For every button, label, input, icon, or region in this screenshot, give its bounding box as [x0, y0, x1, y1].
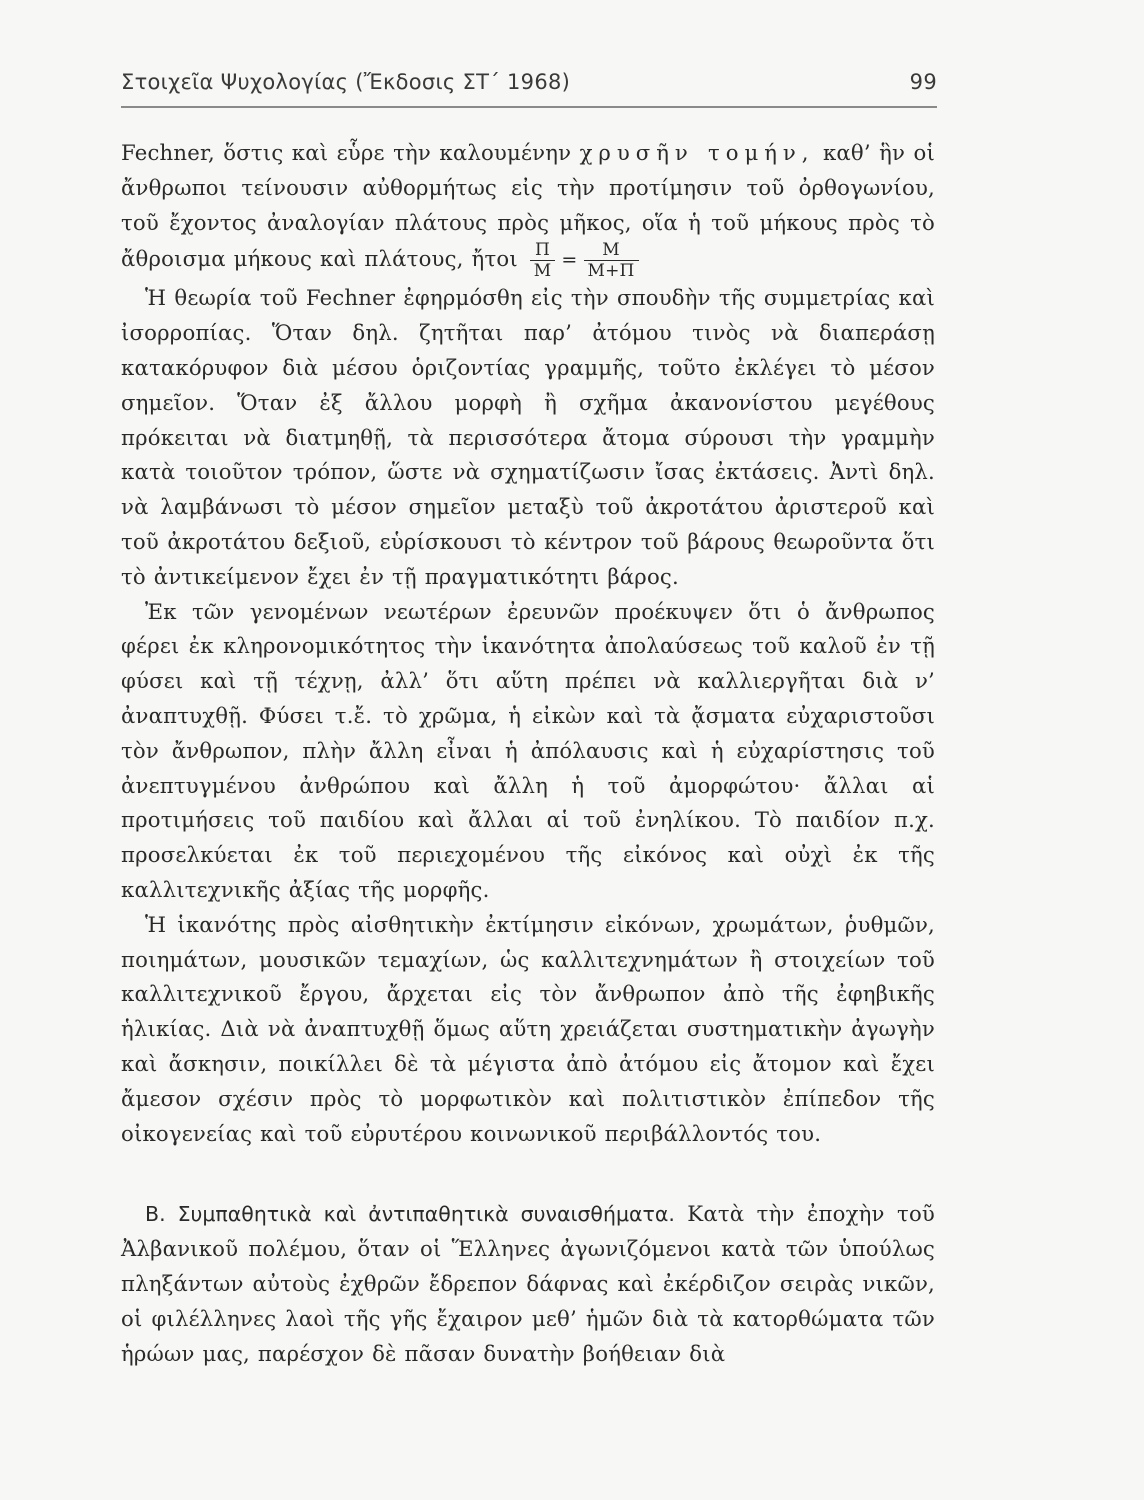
section-gap [121, 1151, 935, 1197]
paragraph-aesthetic-appreciation: Ἡ ἱκανότης πρὸς αἰσθητικὴν ἐκτίμησιν εἰκόνων, χρωμάτων, ῥυθμῶν, ποιημάτων, μουσικῶν τεμαχίων, ὡς καλλιτεχνημάτων ἢ στοιχείων τοῦ καλλιτεχνικοῦ ἔργου, ἄρχεται εἰς τὸν ἄνθρωπον ἀπὸ τῆς ἐφηβικῆς ἡλικίας. Διὰ νὰ ἀναπτυχθῇ ὅμως αὕτη χρειάζεται συστηματικὴν ἀγωγὴν καὶ ἄσκησιν, ποικίλλει δὲ τὰ μέγιστα ἀπὸ ἀτόμου εἰς ἄτομον καὶ ἔχει ἄμεσον σχέσιν πρὸς τὸ μορφωτικὸν καὶ πολιτιστικὸν ἐπίπεδον τῆς οἰκογενείας καὶ τοῦ εὐρυτέρου κοινωνικοῦ περιβάλλοντός του. [121, 911, 935, 1146]
paragraph-fechner [121, 136, 935, 281]
fraction-left [530, 240, 556, 281]
fraction-right [584, 240, 639, 281]
fraction-left-denominator: Μ [533, 261, 552, 282]
running-title: Στοιχεῖα Ψυχολογίας (Ἔκδοσις ΣΤ΄ 1968) [121, 70, 571, 94]
page-number: 99 [909, 70, 937, 94]
running-header [121, 66, 937, 106]
paragraph-aesthetic-development: Ἐκ τῶν γενομένων νεωτέρων ἐρευνῶν προέκυψεν ὅτι ὁ ἄνθρωπος φέρει ἐκ κληρονομικότητος τὴν ἱκανότητα ἀπολαύσεως τοῦ καλοῦ ἐν τῇ φύσει καὶ τῇ τέχνῃ, ἀλλ’ ὅτι αὕτη πρέπει νὰ καλλιεργῆται διὰ ν’ ἀναπτυχθῇ. Φύσει τ.ἔ. τὸ χρῶμα, ἡ εἰκὼν καὶ τὰ ᾄσματα εὐχαριστοῦσι τὸν ἄνθρωπον, πλὴν ἄλλη εἶναι ἡ ἀπόλαυσις καὶ ἡ εὐχαρίστησις τοῦ ἀνεπτυγμένου ἀνθρώπου καὶ ἄλλη ἡ τοῦ ἀμορφώτου· ἄλλαι αἱ προτιμήσεις τοῦ παιδίου καὶ ἄλλαι αἱ τοῦ ἐνηλίκου. Τὸ παιδίον π.χ. προσελκύεται ἐκ τοῦ περιεχομένου τῆς εἰκόνος καὶ οὐχὶ ἐκ τῆς καλλιτεχνικῆς ἀξίας τῆς μορφῆς. [121, 598, 935, 902]
body-text [121, 136, 935, 1371]
fraction-left-numerator: Π [530, 240, 556, 261]
fraction-right-denominator: Μ+Π [587, 261, 635, 282]
p1-text-a: Fechner, ὅστις καὶ εὗρε τὴν καλουμένην [121, 140, 572, 165]
paragraph-section-b [121, 1197, 935, 1371]
section-b-heading: Β. Συμπαθητικὰ καὶ ἀντιπαθητικὰ συναισθήματα. [145, 1202, 675, 1227]
section-b-text: Κατὰ τὴν ἐποχὴν τοῦ Ἀλβανικοῦ πολέμου, ὅταν οἱ Ἕλληνες ἀγωνιζόμενοι κατὰ τῶν ὑπούλως πληξάντων αὐτοὺς ἐχθρῶν ἔδρεπον δάφνας καὶ ἐκέρδιζον σειρὰς νικῶν, οἱ φιλέλληνες λαοὶ τῆς γῆς ἔχαιρον μεθ’ ἡμῶν διὰ τὰ κατορθώματα τῶν ἡρώων μας, παρέσχον δὲ πᾶσαν δυνατὴν βοήθειαν διὰ [121, 1201, 935, 1366]
p1-text-b: καθ’ ἣν οἱ ἄνθρωποι τείνουσιν αὐθορμήτως εἰς τὴν προτίμησιν τοῦ ὀρθογωνίου, τοῦ ἔχοντος ἀναλογίαν πλάτους πρὸς μῆκος, οἵα ἡ τοῦ μήκους πρὸς τὸ ἄθροισμα μήκους καὶ πλάτους, ἤτοι [121, 140, 935, 272]
fraction-right-numerator: Μ [584, 240, 639, 261]
paragraph-symmetry: Ἡ θεωρία τοῦ Fechner ἐφηρμόσθη εἰς τὴν σπουδὴν τῆς συμμετρίας καὶ ἰσορροπίας. Ὅταν δηλ. ζητῆται παρ’ ἀτόμου τινὸς νὰ διαπεράσῃ κατακόρυφον διὰ μέσου ὁριζοντίας γραμμῆς, τοῦτο ἐκλέγει τὸ μέσον σημεῖον. Ὅταν ἐξ ἄλλου μορφὴ ἢ σχῆμα ἀκανονίστου μεγέθους πρόκειται νὰ διατμηθῇ, τὰ περισσότερα ἄτομα σύρουσι τὴν γραμμὴν κατὰ τοιοῦτον τρόπον, ὥστε νὰ σχηματίζωσιν ἴσας ἐκτάσεις. Ἀντὶ δηλ. νὰ λαμβάνωσι τὸ μέσον σημεῖον μεταξὺ τοῦ ἀκροτάτου ἀριστεροῦ καὶ τοῦ ἀκροτάτου δεξιοῦ, εὑρίσκουσι τὸ κέντρον τοῦ βάρους θεωροῦντα ὅτι τὸ ἀντικείμενον ἔχει ἐν τῇ πραγματικότητι βάρος. [121, 285, 935, 589]
header-rule [121, 106, 937, 108]
equals-sign: = [561, 249, 578, 272]
golden-section-term: χρυσῆν τομήν, [579, 140, 815, 165]
